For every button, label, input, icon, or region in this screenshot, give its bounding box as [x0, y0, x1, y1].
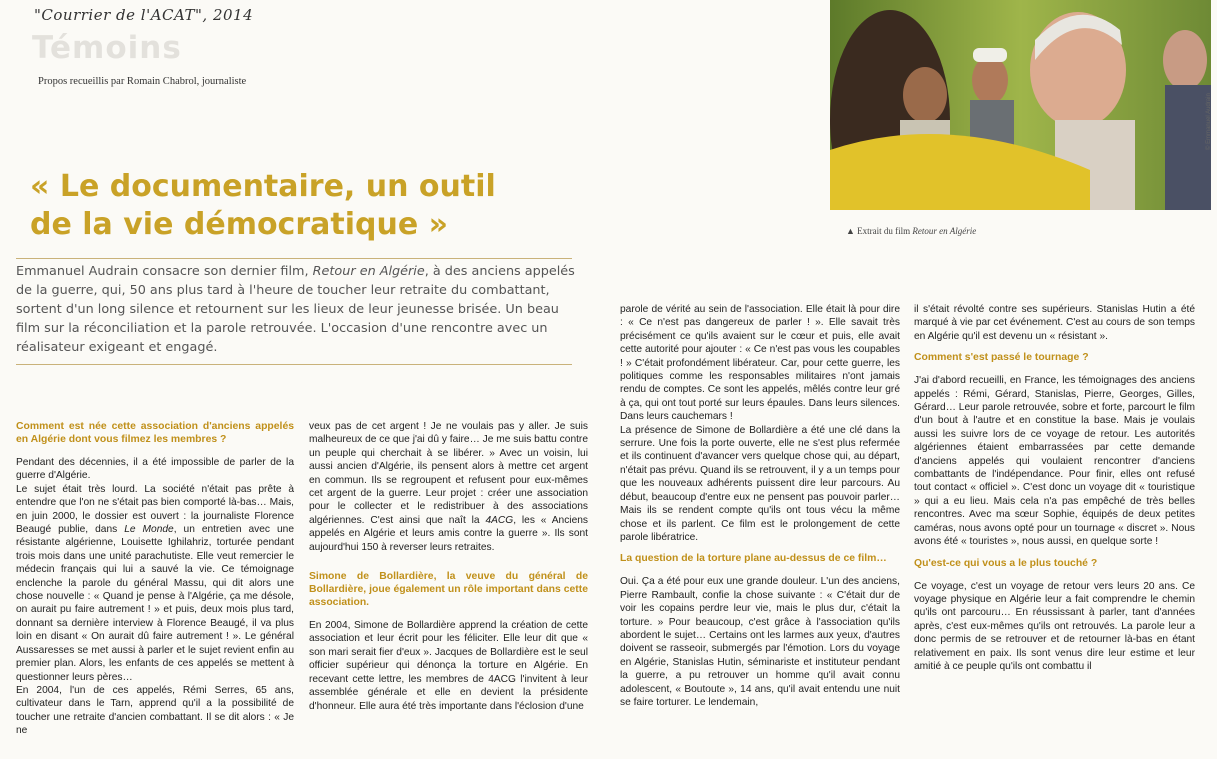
caption-prefix: ▲ Extrait du film [846, 226, 913, 236]
paragraph: il s'était révolté contre ses supérieurs. Stanislas Hutin a été marqué à vie par cet événement. C'est au cours de son temps en Algérie qu'il est devenu un « résistant ». [914, 304, 1195, 342]
byline: Propos recueillis par Romain Chabrol, journaliste [38, 76, 247, 87]
article-column-2 [309, 420, 588, 713]
paragraph: J'ai d'abord recueilli, en France, les témoignages des anciens appelés : Rémi, Gérard, Stanislas, Pierre, Georges, Gilles, Gérard… Leur parole retrouvée, sobre et forte, parcourt le film d'un bout à l'autre et en constitue la base. Mais je voulais aussi les suivre lors de ce voyage de retour. Les autorités algériennes étaient embarrassées par cette demande d'anciens appelés qui voulaient rencontrer d'anciens combattants de l'indépendance. Pour finir, elles ont refusé tout contact « officiel ». C'est donc un voyage dit « touristique » qui a eu lieu. Mais cela n'a pas empêché de très belles rencontres. Avec ma sœur Sophie, équipés de deux petites caméras, nous avons opté pour un tournage « discret ». Nous avons été « touristes », nous aussi, en quelque sorte ! [914, 375, 1195, 548]
text-run: veux pas de cet argent ! Je ne voulais pas y aller. Je suis malheureux de ce que j'ai dû y faire… Je me suis battu contre un peuple qui cherchait à se libérer. » Avec un voisin, lui aussi ancien d'Algérie, ils pensent alors à mettre cet argent en commun. Ils se regroupent et refusent pour eux-mêmes cet argent de la guerre. Leur projet : créer une association pour le collecter et le redistribuer à des associations algériennes. C'est ainsi que naît la [309, 421, 588, 526]
article-headline [30, 168, 590, 244]
text-run: , un entretien avec une résistante algérienne, Louisette Ighilahriz, torturée pendant trois mois dans une unité parachutiste. Elle veut remercier le médecin français qui lui a sauvé la vie. Ce témoignage enclenche la parole du général Massu, qui dit alors une chose nouvelle : « Quand je pense à l'Algérie, ça me désole, on aurait pu faire autrement ! » et puis, deux mois plus tard, donnant sa dernière interview à Florence Beaugé, il va plus loin en disant « On aurait dû faire autrement ! ». Le général Aussaresses se met aussi à parler et le sujet revient enfin au premier plan. Alors, les enfants de ces appelés se mettent à questionner leurs pères… [16, 524, 294, 683]
chapeau-text-b: , à des anciens appelés de la guerre, qui, 50 ans plus tard à l'heure de toucher leur retraite du combattant, sortent d'un long silence et retournent sur les lieux de leur jeunesse brisée. Un beau film sur la réconciliation et la parole retrouvée. L'occasion d'une rencontre avec un réalisateur exigeant et engagé. [16, 264, 575, 355]
photo-caption [846, 226, 976, 236]
paragraph: La présence de Simone de Bollardière a été une clé dans la serrure. Une fois la porte ouverte, elle ne s'est plus refermée et ils continuent d'avancer vers quelque chose qui, au départ, n'était pas prévu. Quand ils se retrouvent, il y a un temps pour que les nouveaux adhérents puissent dire leur parcours. Au début, beaucoup d'entre eux ne pensent pas pouvoir parler… Mais ils se rendent compte qu'ils ont tous vécu la même chose et ils parlent. Ce film est le prolongement de cette parole libératrice. [620, 424, 900, 543]
caption-film-title: Retour en Algérie [912, 226, 977, 236]
headline-line-1: « Le documentaire, un outil [30, 169, 496, 204]
headline-line-2: de la vie démocratique » [30, 207, 449, 242]
film-still-photo [830, 0, 1211, 210]
section-title: Témoins [32, 30, 182, 66]
article-column-1 [16, 420, 294, 738]
paragraph: Ce voyage, c'est un voyage de retour vers leurs 20 ans. Ce voyage physique en Algérie leur a fait comprendre le chemin qu'ils ont parcouru… En réussissant à parler, tant d'années après, c'est eux-mêmes qu'ils ont retrouvés. La parole leur a donc permis de se retrouver et de retourner là-bas en étant relativement en paix. Ils sont venus dire leur estime et leur amitié à ce peuple qu'ils ont combattu il [914, 580, 1195, 672]
article-chapeau [16, 262, 576, 357]
chapeau-film-title: Retour en Algérie [312, 264, 425, 279]
article-column-3 [620, 303, 900, 709]
question-heading: Comment est née cette association d'anciens appelés en Algérie dont vous filmez les membres ? [16, 421, 294, 445]
paragraph: Pendant des décennies, il a été impossible de parler de la guerre d'Algérie. [16, 457, 294, 482]
text-run: Le sujet était très lourd. La société n'était pas prête à entendre que l'on ne s'était pas bien comporté là-bas… Mais, en juin 2000, le dossier est ouvert : la journaliste Florence Beaugé publie, dans [16, 483, 294, 536]
question-heading: Qu'est-ce qui vous a le plus touché ? [914, 557, 1098, 569]
chapeau-bottom-rule [16, 364, 572, 365]
paragraph [309, 420, 588, 554]
paragraph [16, 483, 294, 684]
question-heading: La question de la torture plane au-dessus de ce film… [620, 553, 887, 565]
handwritten-source-note: "Courrier de l'ACAT", 2014 [34, 6, 254, 24]
paragraph: En 2004, Simone de Bollardière apprend la création de cette association et leur écrit pour les féliciter. Elle leur dit que « son mari serait fier d'eux ». Jacques de Bollardière est le seul officier supérieur qui dénonça la torture en Algérie. En recevant cette lettre, les membres de 4ACG l'invitent à leur assemblée générale et elle en devient la présidente d'honneur. Elle aura été très importante dans l'éclosion d'une [309, 620, 588, 712]
association-name: 4ACG [485, 514, 514, 526]
paragraph: En 2004, l'un de ces appelés, Rémi Serres, 65 ans, cultivateur dans le Tarn, apprend qu'il a la possibilité de toucher une retraite d'ancien combattant. Il se dit alors : « Je ne [16, 684, 294, 737]
article-column-4 [914, 303, 1195, 673]
newspaper-title: Le Monde [124, 524, 174, 536]
question-heading: Simone de Bollardière, la veuve du général de Bollardière, joue également un rôle important dans cette association. [309, 571, 588, 609]
text-run: , les « Anciens appelés en Algérie et leurs amis contre la guerre ». Ils sont aujourd'hui 150 à reverser leurs retraites. [309, 514, 588, 553]
film-still-illustration [830, 0, 1211, 210]
chapeau-top-rule [16, 258, 572, 259]
photo-credit: © Emmanuel Audrain [1206, 93, 1212, 150]
chapeau-text-a: Emmanuel Audrain consacre son dernier film, [16, 264, 313, 279]
question-heading: Comment s'est passé le tournage ? [914, 352, 1089, 364]
paragraph: parole de vérité au sein de l'association. Elle était là pour dire : « Ce n'est pas dangereux de parler ! ». Elle savait très précisément ce qu'ils avaient sur le cœur et puis, elle avait cette autorité pour ajouter : « Ce n'est pas vous les coupables ! » C'était profondément libérateur. Car, pour cette guerre, les politiques comme les responsables militaires n'ont jamais rendu de comptes. Ce sont les appelés, mêlés contre leur gré à ça, qui ont tout porté sur leurs épaules. Dans leurs silences. Dans leurs cauchemars ! [620, 304, 900, 423]
paragraph: Oui. Ça a été pour eux une grande douleur. L'un des anciens, Pierre Rambault, confie la chose suivante : « C'était dur de voir les copains perdre leur vie, mais le plus dur, c'était la torture. » Pour beaucoup, c'est grâce à l'association qu'ils abordent le sujet… Certains ont les larmes aux yeux, d'autres doivent se rasseoir, submergés par l'émotion. Lors du voyage en Algérie, Stanislas Hutin, séminariste et instituteur pendant la guerre, a pu retrouver un homme qu'il avait connu adolescent, « Boutoute », 14 ans, qu'il avait entendu une nuit se faire torturer. Le lendemain, [620, 576, 900, 708]
